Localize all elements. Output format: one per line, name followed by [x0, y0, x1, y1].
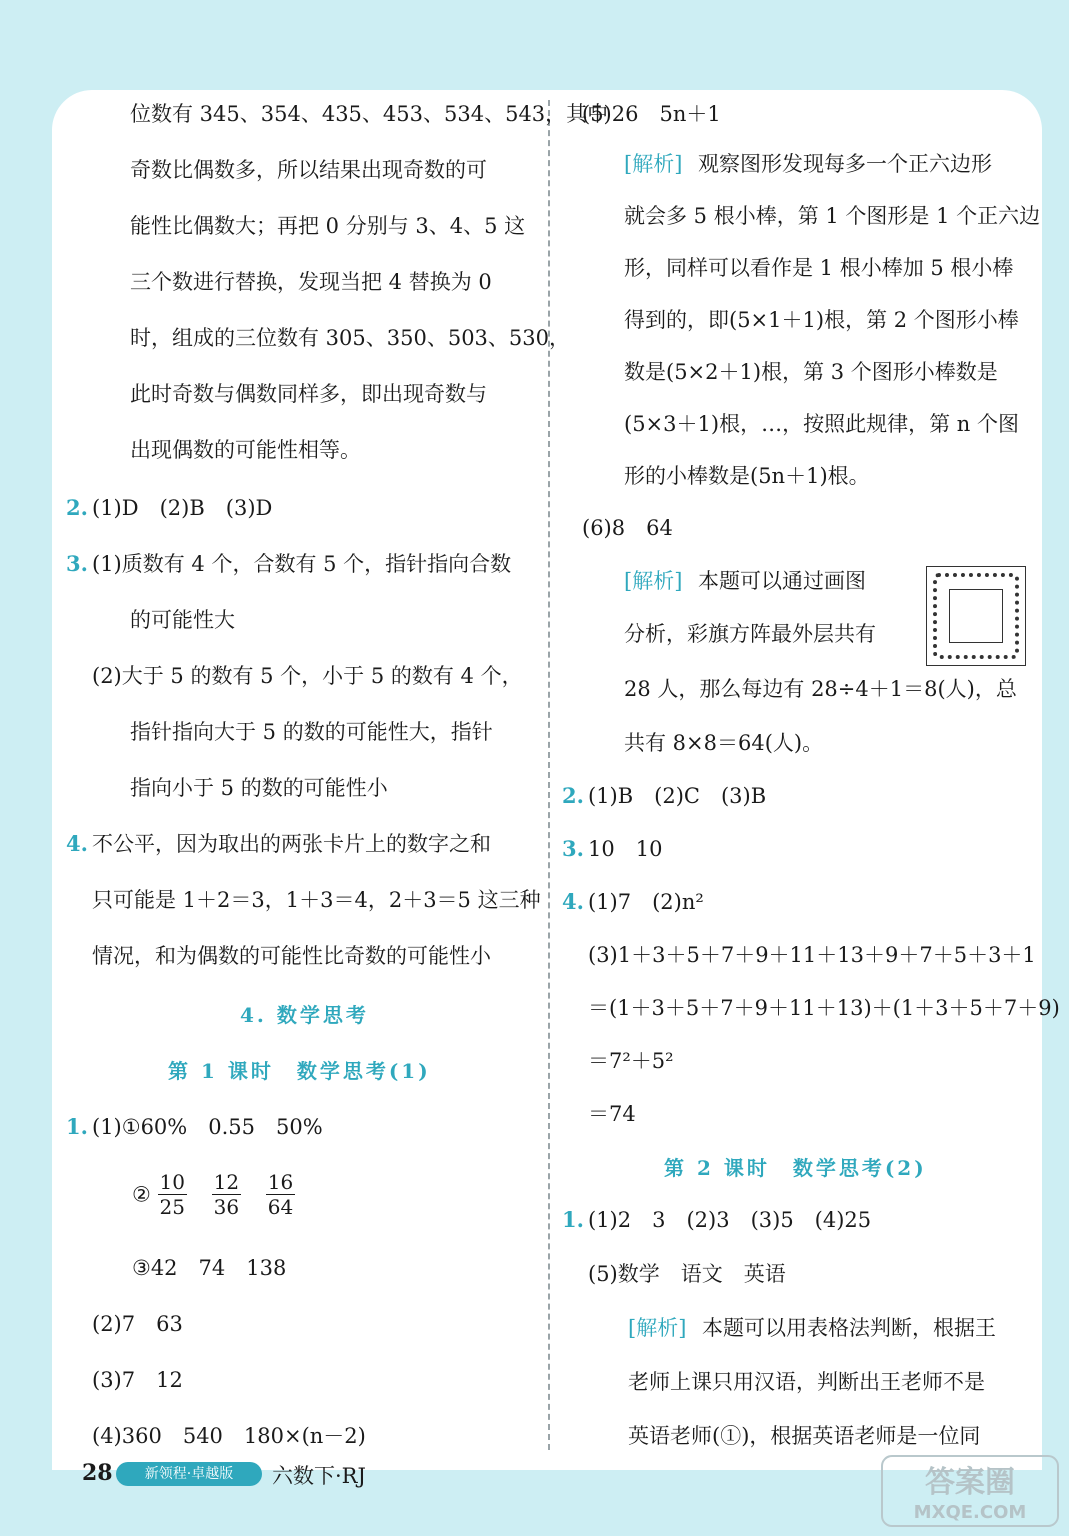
fraction — [266, 1170, 295, 1219]
section-title: 4. 数学思考 — [240, 1003, 369, 1027]
question-number: 1. — [66, 1114, 88, 1139]
series-badge: 新领程·卓越版 — [116, 1462, 262, 1486]
answer-text: ＝74 — [588, 1102, 636, 1126]
answer-text: ＝7²＋5² — [588, 1049, 674, 1073]
answer-text: 情况，和为偶数的可能性比奇数的可能性小 — [92, 944, 491, 968]
text-line: 时，组成的三位数有 305、350、503、530， — [130, 326, 571, 350]
text-line: 奇数比偶数多，所以结果出现奇数的可 — [130, 158, 487, 182]
analysis-text: 形的小棒数是(5n＋1)根。 — [624, 464, 870, 488]
answer-text: ③42 74 138 — [132, 1256, 287, 1280]
answer-text: ＝(1＋3＋5＋7＋9＋11＋13)＋(1＋3＋5＋7＋9) — [588, 996, 1060, 1020]
answer-text: (5)26 5n＋1 — [582, 102, 721, 126]
watermark-logo — [880, 1452, 1060, 1530]
denominator: 25 — [159, 1195, 185, 1219]
analysis-text: 观察图形发现每多一个正六边形 — [698, 152, 992, 176]
question-number: 4. — [66, 831, 88, 856]
answer-text: (4)360 540 180×(n－2) — [92, 1424, 366, 1448]
analysis-text: 英语老师(①)，根据英语老师是一位同 — [628, 1424, 981, 1448]
lesson-title: 第 2 课时 数学思考(2) — [664, 1156, 927, 1180]
fraction-row — [132, 1170, 313, 1219]
answer-text: (1)7 (2)n² — [588, 890, 704, 914]
answer-text: 的可能性大 — [130, 608, 235, 632]
question-number: 4. — [562, 889, 584, 914]
text-line: 出现偶数的可能性相等。 — [130, 438, 361, 462]
analysis-text: 老师上课只用汉语，判断出王老师不是 — [628, 1370, 985, 1394]
flag-square-diagram — [926, 566, 1026, 666]
analysis-text: 28 人，那么每边有 28÷4＋1＝8(人)，总 — [624, 677, 1017, 701]
answer-text: (5)数学 语文 英语 — [588, 1262, 786, 1286]
page-number: 28 — [82, 1460, 113, 1486]
answer-text: (6)8 64 — [582, 516, 673, 540]
answer-text: 不公平，因为取出的两张卡片上的数字之和 — [92, 832, 491, 856]
answer-text: (1)①60% 0.55 50% — [92, 1115, 323, 1139]
analysis-text: 数是(5×2＋1)根，第 3 个图形小棒数是 — [624, 360, 998, 384]
analysis-text: 得到的，即(5×1＋1)根，第 2 个图形小棒 — [624, 308, 1019, 332]
answer-text: (1)D (2)B (3)D — [92, 496, 273, 520]
circled-number: ② — [132, 1182, 151, 1207]
answer-text: (1)2 3 (2)3 (3)5 (4)25 — [588, 1208, 872, 1232]
analysis-text: 本题可以通过画图 — [698, 569, 866, 593]
subject-label: 六数下·RJ — [272, 1464, 366, 1488]
analysis-text: (5×3＋1)根，…，按照此规律，第 n 个图 — [624, 412, 1019, 436]
analysis-text: 形，同样可以看作是 1 根小棒加 5 根小棒 — [624, 256, 1014, 280]
analysis-label: [解析] — [628, 1316, 687, 1340]
fraction — [158, 1170, 187, 1219]
denominator: 36 — [213, 1195, 240, 1219]
analysis-text: 共有 8×8＝64(人)。 — [624, 731, 824, 755]
text-line: 三个数进行替换，发现当把 4 替换为 0 — [130, 270, 492, 294]
lesson-title: 第 1 课时 数学思考(1) — [168, 1059, 431, 1083]
answer-text: 指向小于 5 的数的可能性小 — [130, 776, 388, 800]
inner-square — [949, 589, 1003, 643]
answer-text: (1)B (2)C (3)B — [588, 784, 767, 808]
analysis-label: [解析] — [624, 569, 683, 593]
question-number: 1. — [562, 1207, 584, 1232]
column-divider — [548, 100, 550, 1450]
question-number: 2. — [66, 495, 88, 520]
numerator: 10 — [159, 1170, 185, 1194]
analysis-label: [解析] — [624, 152, 683, 176]
answer-text: 指针指向大于 5 的数的可能性大，指针 — [130, 720, 493, 744]
denominator: 64 — [267, 1195, 294, 1219]
watermark-url: MXQE.COM — [913, 1502, 1027, 1523]
question-number: 2. — [562, 783, 584, 808]
text-line: 位数有 345、354、435、453、534、543，其中 — [130, 102, 609, 126]
answer-text: 10 10 — [588, 837, 663, 861]
text-line: 此时奇数与偶数同样多，即出现奇数与 — [130, 382, 487, 406]
question-number: 3. — [66, 551, 88, 576]
analysis-text: 本题可以用表格法判断，根据王 — [702, 1316, 996, 1340]
analysis-text: 就会多 5 根小棒，第 1 个图形是 1 个正六边 — [624, 204, 1041, 228]
text-line: 能性比偶数大；再把 0 分别与 3、4、5 这 — [130, 214, 526, 238]
answer-text: (2)7 63 — [92, 1312, 183, 1336]
analysis-text: 分析，彩旗方阵最外层共有 — [624, 622, 876, 646]
question-number: 3. — [562, 836, 584, 861]
numerator: 12 — [213, 1170, 240, 1194]
numerator: 16 — [267, 1170, 294, 1194]
answer-text: (3)7 12 — [92, 1368, 183, 1392]
watermark-text: 答案圈 — [925, 1465, 1015, 1500]
fraction — [212, 1170, 241, 1219]
answer-text: (3)1＋3＋5＋7＋9＋11＋13＋9＋7＋5＋3＋1 — [588, 943, 1036, 967]
answer-text: 只可能是 1＋2＝3，1＋3＝4，2＋3＝5 这三种 — [92, 888, 541, 912]
answer-text: (1)质数有 4 个，合数有 5 个，指针指向合数 — [92, 552, 512, 576]
answer-text: (2)大于 5 的数有 5 个，小于 5 的数有 4 个， — [92, 664, 523, 688]
